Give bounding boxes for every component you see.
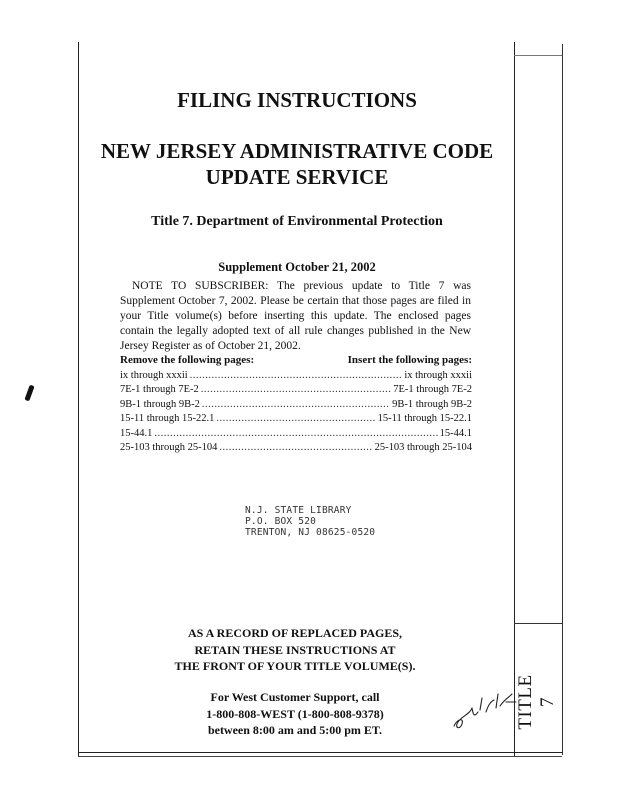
record-notice-line3: THE FRONT OF YOUR TITLE VOLUME(S). <box>174 659 416 673</box>
table-row <box>120 441 472 456</box>
remove-pages: 15-11 through 15-22.1 <box>120 413 215 424</box>
insert-pages: 15-11 through 15-22.1 <box>377 413 472 424</box>
pages-table <box>120 353 472 456</box>
table-row <box>120 412 472 427</box>
remove-pages: 7E-1 through 7E-2 <box>120 384 199 395</box>
insert-header: Insert the following pages: <box>347 354 472 366</box>
remove-pages: ix through xxxii <box>120 369 188 381</box>
leader-dots <box>202 398 390 413</box>
code-heading-line1: NEW JERSEY ADMINISTRATIVE CODE <box>100 139 494 163</box>
page-frame-bottom <box>78 752 562 753</box>
page-frame-left <box>78 42 79 756</box>
remove-pages: 15-44.1 <box>120 427 153 439</box>
handwritten-initials-signature <box>450 688 520 733</box>
pages-table-header <box>120 353 472 368</box>
insert-pages: 25-103 through 25-104 <box>374 442 472 453</box>
subscriber-note-text: NOTE TO SUBSCRIBER: The previous update to Title 7 was Supplement October 7, 2002. Please be certain that those pages are filed in your Title volume(s) before inserting this update. The enclosed pages contain the legally adopted text of all rule changes published in the New Jersey Register as of October 21, 2002. <box>120 280 471 352</box>
support-hours: between 8:00 am and 5:00 pm ET. <box>207 723 383 737</box>
record-notice-line1: AS A RECORD OF REPLACED PAGES, <box>187 626 403 640</box>
leader-dots <box>154 427 437 442</box>
insert-pages: 9B-1 through 9B-2 <box>392 398 472 410</box>
record-notice <box>150 625 440 675</box>
title-tab-label: TITLE 7 <box>515 674 558 730</box>
leader-dots <box>219 441 372 456</box>
library-stamp-line1: N.J. STATE LIBRARY <box>245 505 352 516</box>
title-subtitle: Title 7. Department of Environmental Protection <box>151 214 443 229</box>
library-stamp-line2: P.O. BOX 520 <box>245 516 317 527</box>
table-row <box>120 383 472 398</box>
leader-dots <box>190 369 403 384</box>
leader-dots <box>216 412 375 427</box>
insert-pages: 7E-1 through 7E-2 <box>393 384 472 395</box>
remove-pages: 9B-1 through 9B-2 <box>120 398 200 410</box>
insert-pages: ix through xxxii <box>404 369 472 381</box>
support-info <box>150 689 440 739</box>
record-notice-line2: RETAIN THESE INSTRUCTIONS AT <box>194 642 396 657</box>
document-title: FILING INSTRUCTIONS <box>177 88 417 112</box>
support-line1: For West Customer Support, call <box>210 690 380 704</box>
code-heading-line2: UPDATE SERVICE <box>205 165 389 189</box>
library-stamp-line3: TRENTON, NJ 08625-0520 <box>245 527 376 538</box>
code-heading <box>90 138 504 190</box>
table-row <box>120 398 472 413</box>
scan-edge-mark <box>24 385 34 402</box>
table-row <box>120 369 472 384</box>
title-tab <box>514 44 563 755</box>
support-phone: 1-800-808-WEST (1-800-808-9378) <box>206 706 384 721</box>
leader-dots <box>201 383 392 398</box>
subscriber-note <box>120 279 471 354</box>
library-stamp <box>245 505 375 538</box>
table-row <box>120 427 472 442</box>
page-frame-bottom-inner <box>78 756 562 757</box>
title-tab-rule <box>514 623 562 624</box>
supplement-date: Supplement October 21, 2002 <box>218 260 376 274</box>
insert-pages: 15-44.1 <box>439 427 472 439</box>
title-tab-top-rule <box>514 55 562 56</box>
remove-header: Remove the following pages: <box>120 354 255 366</box>
remove-pages: 25-103 through 25-104 <box>120 442 218 453</box>
